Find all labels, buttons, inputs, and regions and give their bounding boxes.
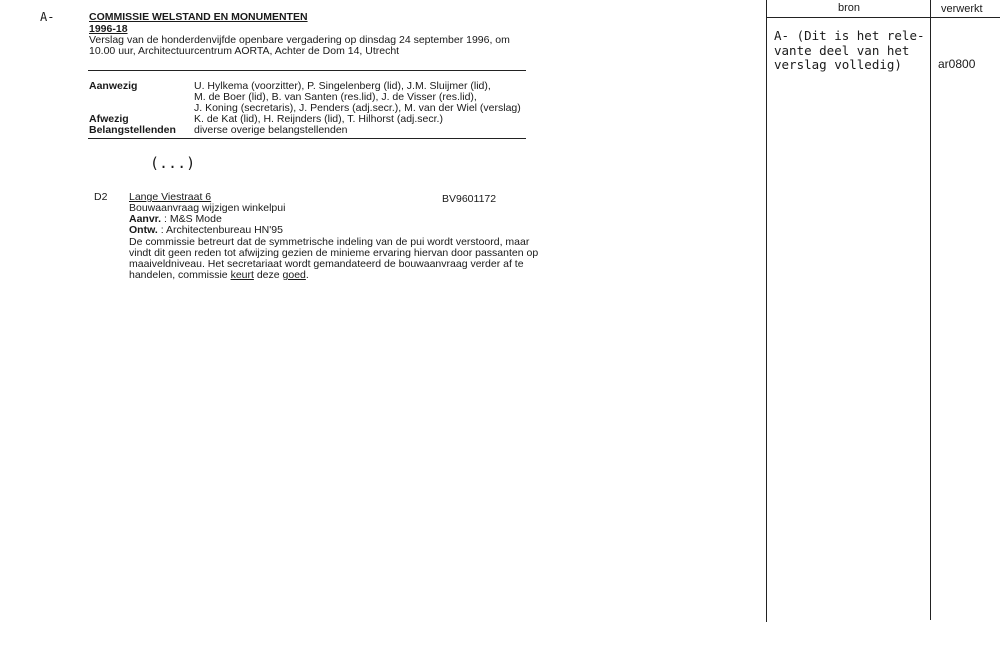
- belangstellenden-value: diverse overige belangstellenden: [194, 124, 348, 136]
- decision-word-keurt: keurt: [230, 269, 254, 281]
- afwezig-label: Afwezig: [89, 113, 129, 125]
- decision-text-mid: deze: [253, 269, 283, 281]
- decision-text-end: .: [305, 269, 309, 281]
- aanvrager-label: Aanvr.: [129, 213, 162, 225]
- report-intro-line-2: 10.00 uur, Architectuurcentrum AORTA, Achter de Dom 14, Utrecht: [89, 45, 400, 57]
- header-divider: [88, 70, 526, 71]
- item-address: Lange Viestraat 6: [129, 191, 212, 203]
- sidebar-header-divider: [766, 17, 1000, 18]
- item-ontwerper: [129, 224, 283, 236]
- report-number: 1996-18: [89, 23, 128, 35]
- margin-marker: A-: [40, 10, 55, 24]
- omission-ellipsis: (...): [150, 154, 196, 172]
- processed-code: ar0800: [938, 57, 976, 71]
- ontwerper-value: : Architectenbureau HN'95: [160, 224, 283, 236]
- aanwezig-line-2: M. de Boer (lid), B. van Santen (res.lid), J. de Visser (res.lid),: [194, 91, 477, 103]
- source-note-line-3: verslag volledig): [774, 57, 902, 72]
- document-title: COMMISSIE WELSTAND EN MONUMENTEN: [89, 11, 308, 23]
- aanwezig-line-1: U. Hylkema (voorzitter), P. Singelenberg (lid), J.M. Sluijmer (lid),: [194, 80, 491, 92]
- item-text-line-2: vindt dit geen reden tot afwijzing gezien de minieme ervaring hiervan door passanten op: [129, 247, 539, 259]
- item-text-line-1: De commissie betreurt dat de symmetrische indeling van de pui wordt verstoord, maar: [129, 236, 530, 248]
- item-text-line-4: [129, 269, 309, 281]
- decision-word-goed: goed: [282, 269, 306, 281]
- item-code: D2: [94, 191, 108, 203]
- aanwezig-label: Aanwezig: [89, 80, 138, 92]
- aanvrager-value: : M&S Mode: [164, 213, 222, 225]
- source-note-line-2: vante deel van het: [774, 43, 910, 58]
- column-header-bron: bron: [838, 2, 861, 14]
- item-text-line-3: maaiveldniveau. Het secretariaat wordt gemandateerd de bouwaanvraag verder af te: [129, 258, 524, 270]
- report-intro-line-1: Verslag van de honderdenvijfde openbare vergadering op dinsdag 24 september 1996, om: [89, 34, 510, 46]
- sidebar-left-border: [766, 0, 767, 622]
- column-header-verwerkt: verwerkt: [941, 3, 983, 15]
- belangstellenden-label: Belangstellenden: [89, 124, 176, 136]
- source-note-line-1: A- (Dit is het rele-: [774, 28, 925, 43]
- attendance-divider: [88, 138, 526, 139]
- afwezig-value: K. de Kat (lid), H. Reijnders (lid), T. Hilhorst (adj.secr.): [194, 113, 443, 125]
- aanwezig-line-3: J. Koning (secretaris), J. Penders (adj.secr.), M. van der Wiel (verslag): [194, 102, 521, 114]
- ontwerper-label: Ontw.: [129, 224, 158, 236]
- sidebar-column-divider: [930, 0, 931, 620]
- decision-text-pre: handelen, commissie: [129, 269, 231, 281]
- item-reference: BV9601172: [442, 193, 497, 205]
- item-subject: Bouwaanvraag wijzigen winkelpui: [129, 202, 286, 214]
